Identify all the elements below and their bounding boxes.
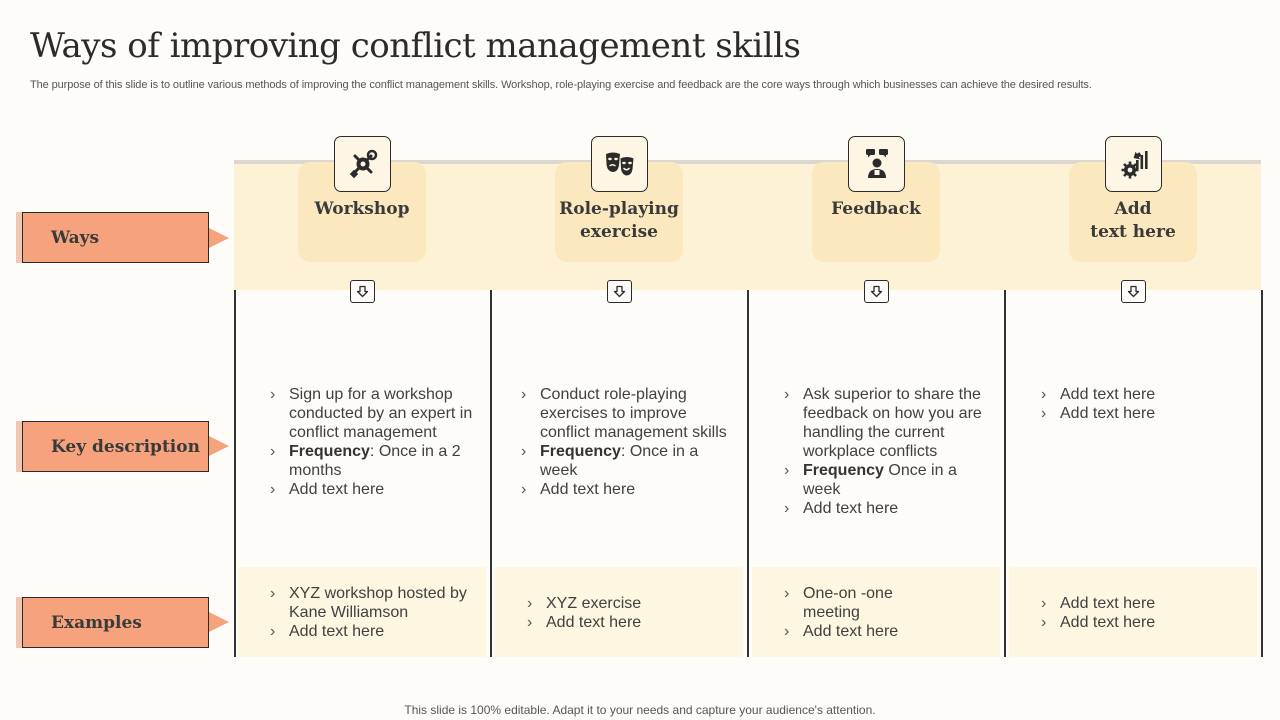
column-title (262, 198, 462, 221)
list-item: › Add text here (784, 622, 934, 641)
footer-note: This slide is 100% editable. Adapt it to your needs and capture your audience's attention. (404, 703, 876, 717)
list-item: › Conduct role-playing exercises to improve conflict management skills (521, 385, 736, 442)
column-title-line: Feedback (831, 199, 921, 219)
gear-bars-icon (1117, 147, 1151, 181)
list-item: › Add text here (527, 613, 732, 632)
column-icon-frame (591, 136, 648, 192)
row-label-key-description: Key description (22, 421, 209, 472)
list-item: › Add text here (270, 480, 482, 499)
arrow-down-icon (870, 285, 883, 298)
column-divider (234, 290, 236, 657)
key-description-cell (1041, 385, 1241, 423)
list-item: › XYZ exercise (527, 594, 732, 613)
tools-icon (346, 147, 380, 181)
down-arrow-button[interactable] (1121, 280, 1146, 303)
column-title (1033, 198, 1233, 244)
row-label-ways: Ways (22, 212, 209, 263)
column-title-line: text here (1090, 222, 1176, 242)
list-item: › Frequency Once in a week (784, 461, 989, 499)
column-title-line: Role-playing (559, 199, 679, 219)
column-title (776, 198, 976, 221)
list-item: › Ask superior to share the feedback on how you are handling the current workplace conflicts (784, 385, 989, 461)
arrow-down-icon (613, 285, 626, 298)
list-item: › Add text here (1041, 404, 1241, 423)
list-item: › Add text here (521, 480, 736, 499)
column-divider (747, 290, 749, 657)
key-description-cell (270, 385, 482, 499)
row-label-pointer (209, 436, 229, 456)
column-icon-frame (334, 136, 391, 192)
list-item: › Sign up for a workshop conducted by an expert in conflict management (270, 385, 482, 442)
column-divider (1004, 290, 1006, 657)
down-arrow-button[interactable] (350, 280, 375, 303)
down-arrow-button[interactable] (864, 280, 889, 303)
page-title: Ways of improving conflict management skills (30, 26, 801, 66)
list-item: › Add text here (1041, 594, 1241, 613)
key-description-cell (521, 385, 736, 499)
list-item: › XYZ workshop hosted by Kane Williamson (270, 584, 475, 622)
column-divider (1261, 290, 1263, 657)
list-item: › One-on -one meeting (784, 584, 934, 622)
list-item: › Add text here (784, 499, 989, 518)
page-subtitle: The purpose of this slide is to outline various methods of improving the conflict management skills. Workshop, role-playing exercise and feedback are the core ways through which businesses can achieve the desired results. (30, 79, 1092, 91)
column-title (519, 198, 719, 244)
list-item: › Add text here (1041, 613, 1241, 632)
examples-cell (270, 584, 475, 641)
arrow-down-icon (1127, 285, 1140, 298)
column-divider (490, 290, 492, 657)
column-title-line: Add (1114, 199, 1152, 219)
key-description-cell (784, 385, 989, 518)
column-title-line: Workshop (314, 199, 410, 219)
arrow-down-icon (356, 285, 369, 298)
people-chat-icon (860, 147, 894, 181)
down-arrow-button[interactable] (607, 280, 632, 303)
row-label-pointer (209, 612, 229, 632)
row-label-examples: Examples (22, 597, 209, 648)
list-item: › Frequency: Once in a week (521, 442, 736, 480)
list-item: › Add text here (270, 622, 475, 641)
column-icon-frame (1105, 136, 1162, 192)
list-item: › Frequency: Once in a 2 months (270, 442, 482, 480)
examples-cell (784, 584, 934, 641)
examples-cell (1041, 594, 1241, 632)
examples-cell (527, 594, 732, 632)
column-title-line: exercise (580, 222, 658, 242)
theater-masks-icon (603, 147, 637, 181)
column-icon-frame (848, 136, 905, 192)
row-label-pointer (209, 228, 229, 248)
list-item: › Add text here (1041, 385, 1241, 404)
